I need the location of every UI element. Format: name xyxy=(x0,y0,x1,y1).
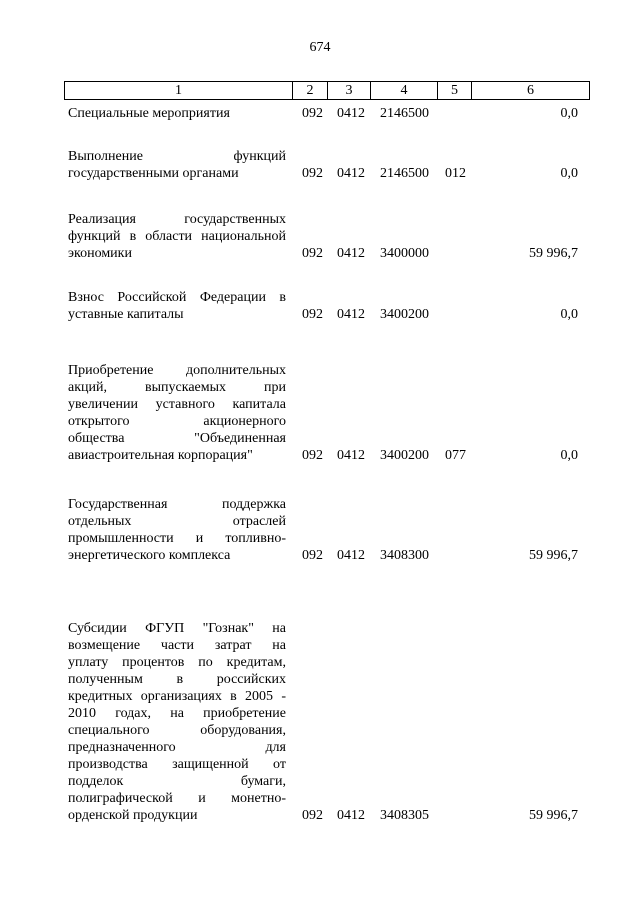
cell-col-3: 0412 xyxy=(337,548,365,563)
cell-col-6: 59 996,7 xyxy=(529,808,578,823)
description-line: Специальные мероприятия xyxy=(68,106,230,121)
description-line: Взнос Российской Федерации в xyxy=(68,290,286,305)
cell-col-4: 2146500 xyxy=(380,166,429,181)
cell-col-4: 2146500 xyxy=(380,106,429,121)
cell-col-6: 0,0 xyxy=(560,307,578,322)
description-line: государственными органами xyxy=(68,166,239,181)
table-row xyxy=(0,620,640,824)
cell-col-3: 0412 xyxy=(337,307,365,322)
cell-col-3: 0412 xyxy=(337,448,365,463)
description-line: авиастроительная корпорация" xyxy=(68,448,253,463)
cell-col-3: 0412 xyxy=(337,808,365,823)
cell-col-2: 092 xyxy=(302,548,323,563)
cell-col-6: 0,0 xyxy=(560,166,578,181)
description-line: экономики xyxy=(68,246,132,261)
header-col-1: 1 xyxy=(65,82,293,99)
header-col-4: 4 xyxy=(371,82,438,99)
table-row xyxy=(0,105,640,122)
table-row xyxy=(0,362,640,464)
description-line: Выполнение функций xyxy=(68,149,286,164)
description-line: открытого акционерного xyxy=(68,414,286,429)
description-line: функций в области национальной xyxy=(68,229,286,244)
description-line: полученным в российских xyxy=(68,672,286,687)
description-line: Субсидии ФГУП "Гознак" на xyxy=(68,621,286,636)
row-description xyxy=(68,496,286,564)
cell-col-3: 0412 xyxy=(337,106,365,121)
description-line: предназначенного для xyxy=(68,740,286,755)
header-col-5: 5 xyxy=(438,82,472,99)
cell-col-3: 0412 xyxy=(337,166,365,181)
description-line: возмещение части затрат на xyxy=(68,638,286,653)
cell-col-3: 0412 xyxy=(337,246,365,261)
description-line: Реализация государственных xyxy=(68,212,286,227)
cell-col-4: 3408305 xyxy=(380,808,429,823)
description-line: подделок бумаги, xyxy=(68,774,286,789)
description-line: увеличении уставного капитала xyxy=(68,397,286,412)
row-description xyxy=(68,148,286,182)
cell-col-2: 092 xyxy=(302,448,323,463)
description-line: энергетического комплекса xyxy=(68,548,231,563)
header-col-6: 6 xyxy=(527,83,534,98)
cell-col-4: 3400000 xyxy=(380,246,429,261)
description-line: специального оборудования, xyxy=(68,723,286,738)
description-line: кредитных организациях в 2005 - xyxy=(68,689,286,704)
description-line: отдельных отраслей xyxy=(68,514,286,529)
cell-col-2: 092 xyxy=(302,246,323,261)
cell-col-4: 3400200 xyxy=(380,307,429,322)
cell-col-2: 092 xyxy=(302,307,323,322)
cell-col-2: 092 xyxy=(302,106,323,121)
row-description xyxy=(68,289,286,323)
cell-col-4: 3408300 xyxy=(380,548,429,563)
table-header xyxy=(64,81,590,100)
cell-col-2: 092 xyxy=(302,166,323,181)
row-description xyxy=(68,211,286,262)
table-row xyxy=(0,211,640,262)
table-row xyxy=(0,148,640,182)
cell-col-6: 59 996,7 xyxy=(529,548,578,563)
description-line: акций, выпускаемых при xyxy=(68,380,286,395)
cell-col-2: 092 xyxy=(302,808,323,823)
row-description xyxy=(68,105,286,122)
description-line: промышленности и топливно- xyxy=(68,531,286,546)
page-number: 674 xyxy=(309,40,331,55)
cell-col-6: 0,0 xyxy=(560,448,578,463)
row-description xyxy=(68,362,286,464)
description-line: полиграфической и монетно- xyxy=(68,791,286,806)
description-line: уставные капиталы xyxy=(68,307,184,322)
cell-col-4: 3400200 xyxy=(380,448,429,463)
row-description xyxy=(68,620,286,824)
cell-col-6: 0,0 xyxy=(560,106,578,121)
cell-col-6: 59 996,7 xyxy=(529,246,578,261)
description-line: орденской продукции xyxy=(68,808,198,823)
description-line: Государственная поддержка xyxy=(68,497,286,512)
description-line: 2010 годах, на приобретение xyxy=(68,706,286,721)
description-line: общества "Объединенная xyxy=(68,431,286,446)
header-col-2: 2 xyxy=(293,82,328,99)
description-line: Приобретение дополнительных xyxy=(68,363,286,378)
cell-col-5: 012 xyxy=(445,166,466,181)
table-row xyxy=(0,289,640,323)
description-line: уплату процентов по кредитам, xyxy=(68,655,286,670)
header-col-3: 3 xyxy=(328,82,371,99)
table-row xyxy=(0,496,640,564)
description-line: производства защищенной от xyxy=(68,757,286,772)
cell-col-5: 077 xyxy=(445,448,466,463)
